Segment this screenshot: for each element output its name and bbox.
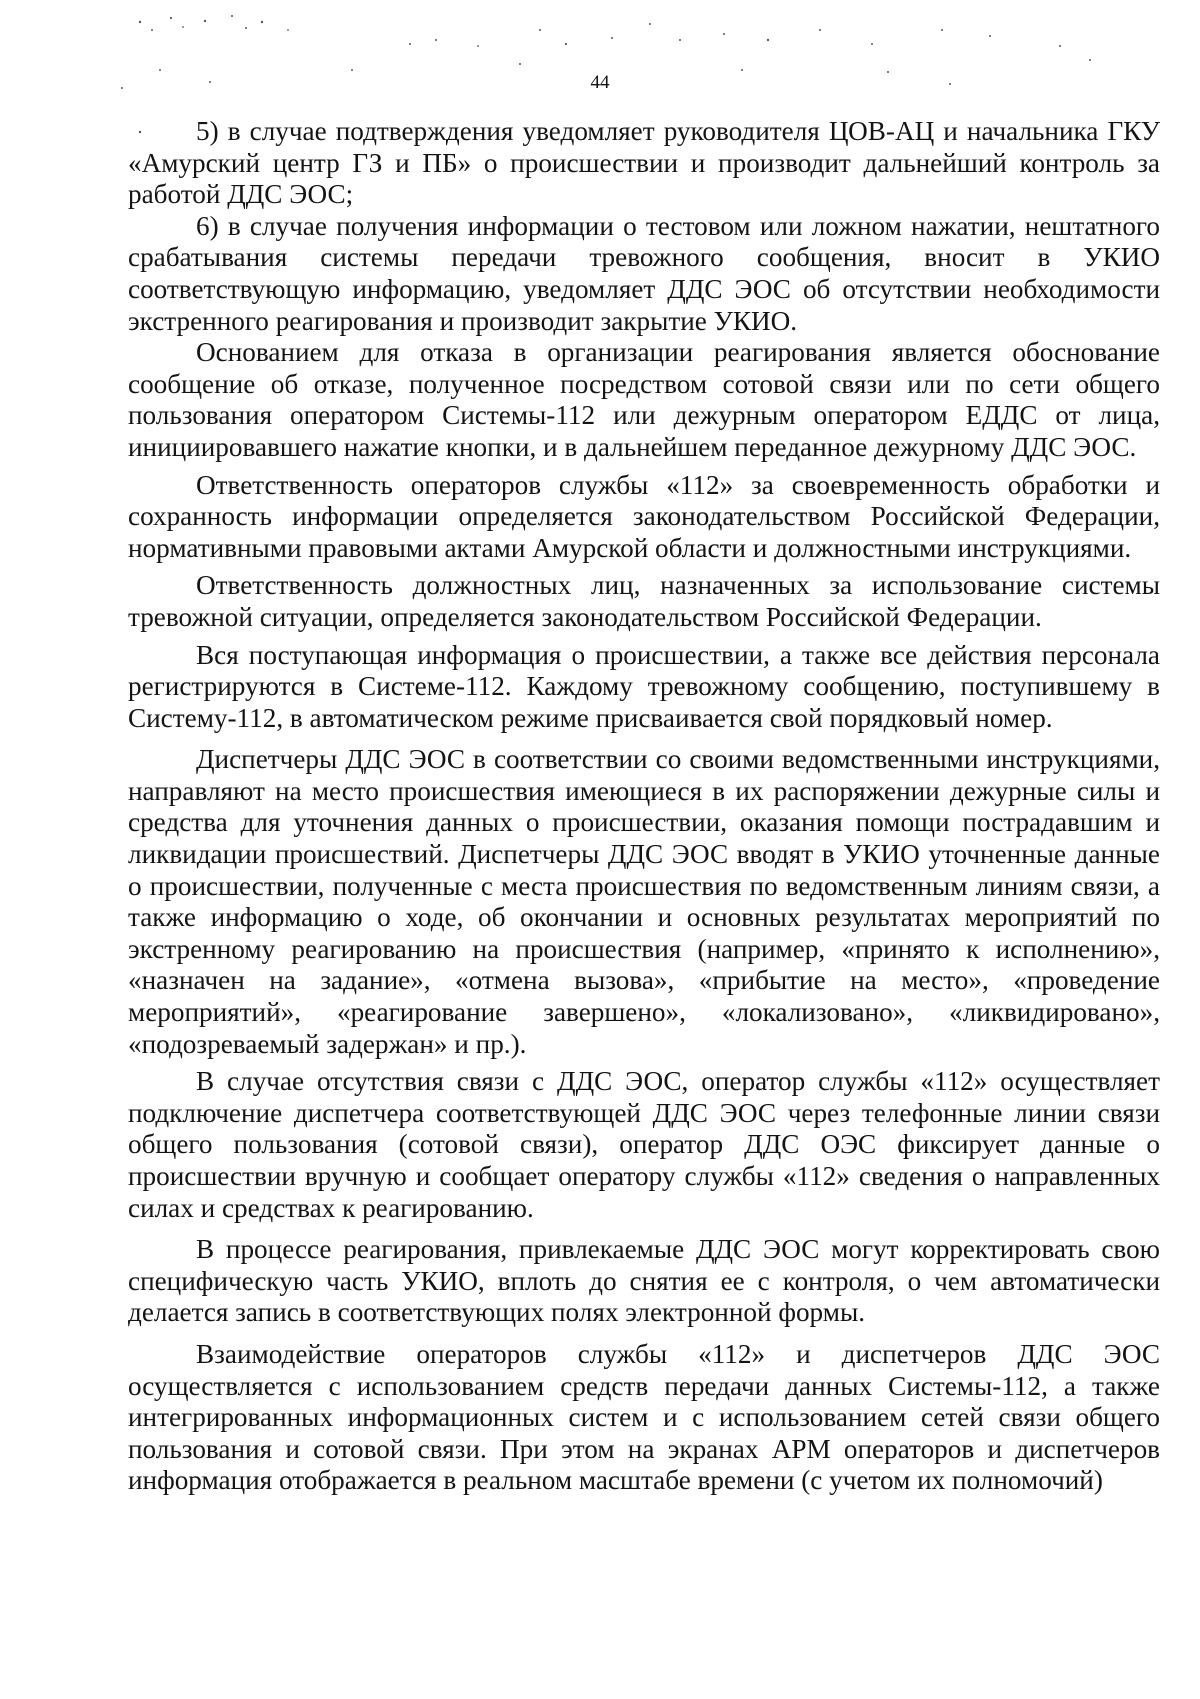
paragraph-item-5: 5) в случае подтверждения уведомляет руководителя ЦОВ-АЦ и начальника ГКУ «Амурский центр ГЗ и ПБ» о происшествии и производит дальнейший контроль за работой ДДС ЭОС; [128, 116, 1160, 210]
paragraph-officials-responsibility: Ответственность должностных лиц, назначенных за использование системы тревожной ситуации, определяется законодательством Российской Федерации. [128, 570, 1160, 632]
paragraph-operator-responsibility: Ответственность операторов службы «112» за своевременность обработки и сохранность информации определяется законодательством Российской Федерации, нормативными правовыми актами Амурской области и должностными инструкциями. [128, 469, 1160, 563]
document-body [128, 116, 1160, 1497]
paragraph-refusal-grounds: Основанием для отказа в организации реагирования является обоснование сообщение об отказе, полученное посредством сотовой связи или по сети общего пользования оператором Системы-112 или дежурным оператором ЕДДС от лица, инициировавшего нажатие кнопки, и в дальнейшем переданное дежурному ДДС ЭОС. [128, 337, 1160, 462]
paragraph-response-process: В процессе реагирования, привлекаемые ДДС ЭОС могут корректировать свою специфическую часть УКИО, вплоть до снятия ее с контроля, о чем автоматически делается запись в соответствующих полях электронной формы. [128, 1234, 1160, 1328]
paragraph-interaction: Взаимодействие операторов службы «112» и диспетчеров ДДС ЭОС осуществляется с использованием средств передачи данных Системы-112, а также интегрированных информационных систем и с использованием сетей связи общего пользования и сотовой связи. При этом на экранах АРМ операторов и диспетчеров информация отображается в реальном масштабе времени (с учетом их полномочий) [128, 1338, 1160, 1496]
page-number: 44 [590, 72, 610, 93]
paragraph-registration: Вся поступающая информация о происшествии, а также все действия персонала регистрируются в Системе-112. Каждому тревожному сообщению, поступившему в Систему-112, в автоматическом режиме присваивается свой порядковый номер. [128, 639, 1160, 733]
paragraph-no-connection: В случае отсутствия связи с ДДС ЭОС, оператор службы «112» осуществляет подключение диспетчера соответствующей ДДС ЭОС через телефонные линии связи общего пользования (сотовой связи), оператор ДДС ОЭС фиксирует данные о происшествии вручную и сообщает оператору службы «112» сведения о направленных силах и средствах к реагированию. [128, 1066, 1160, 1223]
paragraph-dispatchers: Диспетчеры ДДС ЭОС в соответствии со своими ведомственными инструкциями, направляют на место происшествия имеющиеся в их распоряжении дежурные силы и средства для уточнения данных о происшествии, оказания помощи пострадавшим и ликвидации происшествий. Диспетчеры ДДС ЭОС вводят в УКИО уточненные данные о происшествии, полученные с места происшествия по ведомственным линиям связи, а также информацию о ходе, об окончании и основных результатах мероприятий по экстренному реагированию на происшествия (например, «принято к исполнению», «назначен на задание», «отмена вызова», «прибытие на место», «проведение мероприятий», «реагирование завершено», «локализовано», «ликвидировано», «подозреваемый задержан» и пр.). [128, 744, 1160, 1059]
paragraph-item-6: 6) в случае получения информации о тестовом или ложном нажатии, нештатного срабатывания системы передачи тревожного сообщения, вносит в УКИО соответствующую информацию, уведомляет ДДС ЭОС об отсутствии необходимости экстренного реагирования и производит закрытие УКИО. [128, 210, 1160, 336]
